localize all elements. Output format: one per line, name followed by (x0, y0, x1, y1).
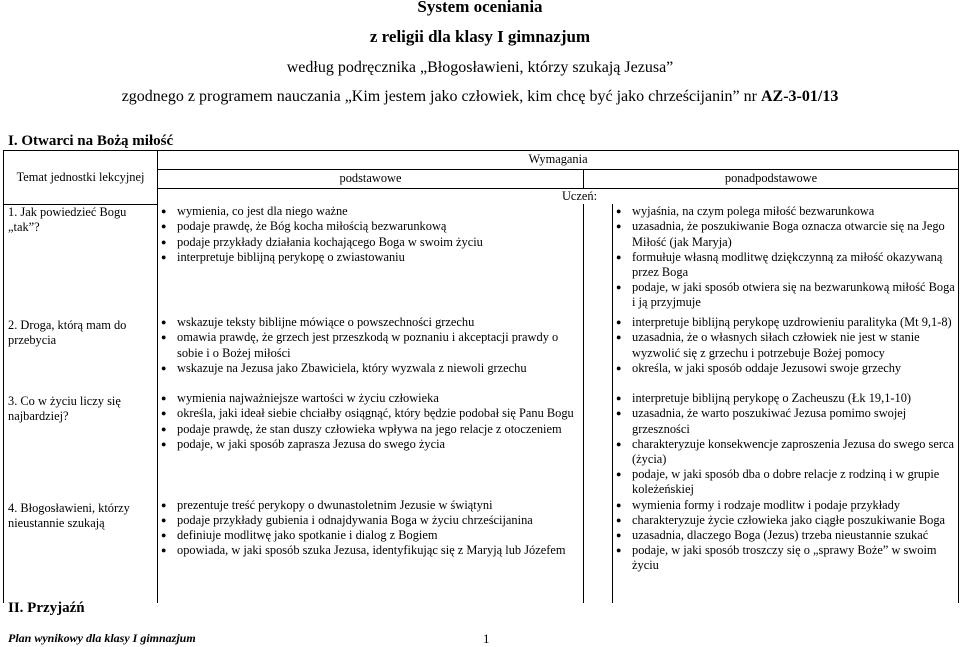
advanced-requirement-item: ● interpretuje biblijną perykopę uzdrowieniu paralityka (Mt 9,1-8) (616, 315, 955, 330)
topic-label: 4. Błogosławieni, którzy nieustannie szukają (8, 500, 130, 530)
advanced-requirement-item: ● uzasadnia, że warto poszukiwać Jezusa pomimo swojej grzeszności (616, 406, 955, 436)
basic-requirement-item: ● omawia prawdę, że grzech jest przeszkodą w poznaniu i akceptacji prawdy o sobie i o Bożej miłości (161, 330, 580, 360)
basic-requirements-cell (158, 315, 584, 391)
advanced-requirement-list (616, 204, 955, 310)
table-row (4, 204, 959, 315)
basic-requirement-item: ● podaje prawdę, że Bóg kocha miłością bezwarunkową (161, 219, 580, 234)
spacer-cell (584, 315, 613, 391)
topic-label: 3. Co w życiu liczy się najbardziej? (8, 394, 121, 424)
basic-requirement-list (161, 315, 580, 376)
basic-requirement-item: ● podaje prawdę, że stan duszy człowieka wpływa na jego relacje z otoczeniem (161, 422, 580, 437)
footer-text: Plan wynikowy dla klasy I gimnazjum (8, 631, 196, 645)
topic-header: Temat jednostki lekcyjnej (4, 151, 158, 205)
program-line (0, 88, 960, 106)
topic-cell (4, 391, 158, 497)
spacer-cell (584, 391, 613, 497)
basic-requirements-cell (158, 498, 584, 603)
table-row (4, 391, 959, 497)
advanced-requirement-item: ● uzasadnia, że poszukiwanie Boga oznacza otwarcie się na Jego Miłość (jak Maryja) (616, 219, 955, 249)
basic-requirements-cell (158, 391, 584, 497)
topic-cell (4, 498, 158, 603)
advanced-header: ponadpodstawowe (584, 170, 959, 189)
basic-requirement-item: ● definiuje modlitwę jako spotkanie i dialog z Bogiem (161, 528, 580, 543)
program-text: zgodnego z programem nauczania „Kim jestem jako człowiek, kim chcę być jako chrześcijanin” nr (121, 88, 761, 105)
requirements-header: Wymagania (158, 151, 959, 170)
page-number: 1 (483, 631, 490, 646)
basic-header: podstawowe (158, 170, 584, 189)
advanced-requirement-list (616, 391, 955, 497)
program-code: AZ-3-01/13 (760, 88, 839, 105)
advanced-requirement-item: ● uzasadnia, dlaczego Boga (Jezus) trzeba nieustannie szukać (616, 528, 955, 543)
advanced-requirement-list (616, 315, 955, 376)
advanced-requirement-item: ● podaje, w jaki sposób otwiera się na bezwarunkową miłość Boga i ją przyjmuje (616, 280, 955, 310)
basic-requirement-item: ● wskazuje na Jezusa jako Zbawiciela, który wyzwala z niewoli grzechu (161, 361, 580, 376)
basic-requirement-item: ● wskazuje teksty biblijne mówiące o powszechności grzechu (161, 315, 580, 330)
topic-cell (4, 204, 158, 315)
advanced-requirement-item: ● podaje, w jaki sposób troszczy się o „sprawy Boże” w swoim życiu (616, 543, 955, 573)
advanced-requirement-list (616, 498, 955, 574)
section-heading-1: I. Otwarci na Bożą miłość (8, 133, 174, 149)
table-row (4, 315, 959, 391)
basic-requirement-list (161, 498, 580, 559)
advanced-requirement-item: ● określa, w jaki sposób oddaje Jezusowi swoje grzechy (616, 361, 955, 376)
advanced-requirement-item: ● wyjaśnia, na czym polega miłość bezwarunkowa (616, 204, 955, 219)
advanced-requirements-cell (613, 498, 959, 603)
spacer-cell (584, 204, 613, 315)
advanced-requirements-cell (613, 204, 959, 315)
advanced-requirements-cell (613, 391, 959, 497)
topic-label: 1. Jak powiedzieć Bogu „tak”? (8, 204, 127, 234)
advanced-requirement-item: ● formułuje własną modlitwę dziękczynną za miłość okazywaną przez Boga (616, 250, 955, 280)
table-row (4, 498, 959, 603)
textbook-line: według podręcznika „Błogosławieni, którzy szukają Jezusa” (286, 59, 674, 76)
basic-requirement-item: ● wymienia, co jest dla niego ważne (161, 204, 580, 219)
document-title: System oceniania (417, 0, 543, 16)
basic-requirement-item: ● określa, jaki ideał siebie chciałby osiągnąć, który będzie podobał się Panu Bogu (161, 406, 580, 421)
advanced-requirement-item: ● charakteryzuje życie człowieka jako ciągłe poszukiwanie Boga (616, 513, 955, 528)
section-heading-2: II. Przyjaźń (8, 600, 85, 616)
advanced-requirement-item: ● interpretuje biblijną perykopę o Zacheuszu (Łk 19,1-10) (616, 391, 955, 406)
basic-requirement-list (161, 204, 580, 265)
topic-label: 2. Droga, którą mam do przebycia (8, 318, 127, 348)
advanced-requirements-cell (613, 315, 959, 391)
requirements-table (3, 150, 959, 603)
basic-requirement-item: ● wymienia najważniejsze wartości w życiu człowieka (161, 391, 580, 406)
advanced-requirement-item: ● podaje, w jaki sposób dba o dobre relacje z rodziną i w grupie koleżeńskiej (616, 467, 955, 497)
advanced-requirement-item: ● uzasadnia, że o własnych siłach człowiek nie jest w stanie wyzwolić się z grzechu i potrzebuje Bożej pomocy (616, 330, 955, 360)
basic-requirement-list (161, 391, 580, 452)
basic-requirement-item: ● prezentuje treść perykopy o dwunastoletnim Jezusie w świątyni (161, 498, 580, 513)
advanced-requirement-item: ● wymienia formy i rodzaje modlitw i podaje przykłady (616, 498, 955, 513)
student-label: Uczeń: (158, 189, 959, 205)
basic-requirement-item: ● podaje przykłady działania kochającego Boga w swoim życiu (161, 235, 580, 250)
spacer-cell (584, 498, 613, 603)
basic-requirement-item: ● podaje, w jaki sposób zapraszа Jezusa do swego życia (161, 437, 580, 452)
basic-requirement-item: ● podaje przykłady gubienia i odnajdywania Boga w życiu chrześcijanina (161, 513, 580, 528)
document-subtitle: z religii dla klasy I gimnazjum (369, 27, 591, 46)
basic-requirement-item: ● interpretuje biblijną perykopę o zwiastowaniu (161, 250, 580, 265)
basic-requirement-item: ● opowiada, w jaki sposób szuka Jezusa, identyfikując się z Maryją lub Józefem (161, 543, 580, 558)
basic-requirements-cell (158, 204, 584, 315)
topic-cell (4, 315, 158, 391)
advanced-requirement-item: ● charakteryzuje konsekwencje zaproszenia Jezusa do swego serca (życia) (616, 437, 955, 467)
